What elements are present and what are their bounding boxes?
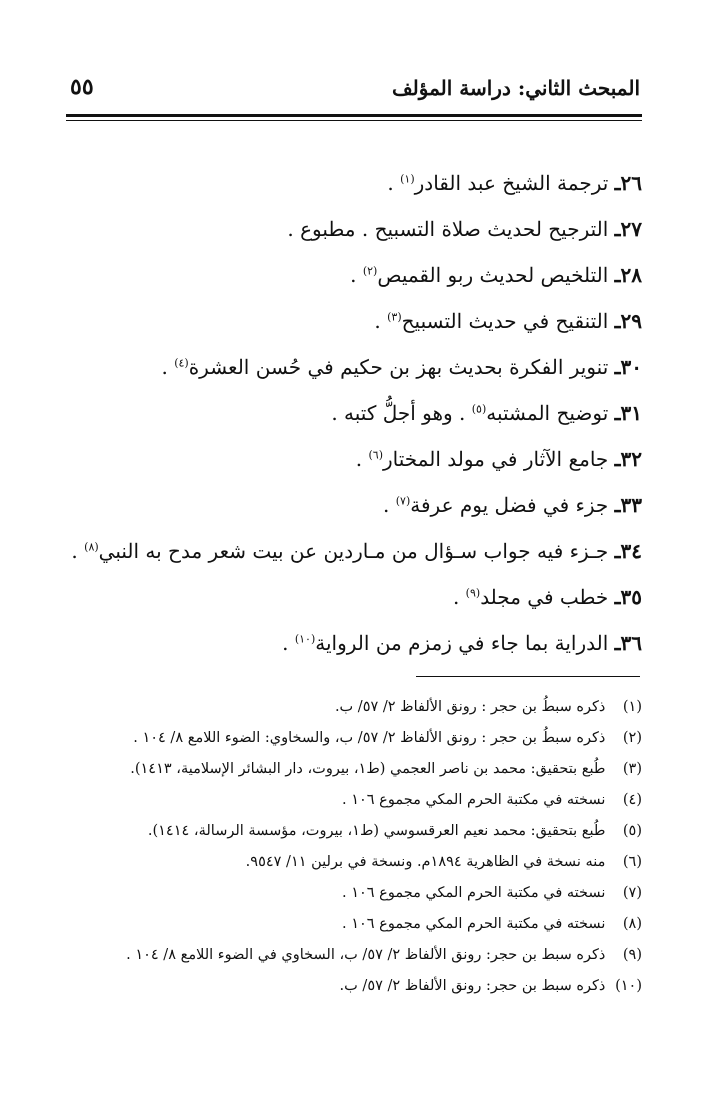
item-tail: . وهو أجلُّ كتبه . (331, 401, 466, 425)
item-text: الترجيح لحديث صلاة التسبيح . مطبوع . (287, 217, 609, 241)
header-rule-thick (66, 114, 642, 117)
list-item (68, 390, 642, 436)
footnote-text: ذكره سبطُ بن حجر : رونق الألفاظ ٢/ ٥٧/ ب، والسخاوي: الضوء اللامع ٨/ ١٠٤ . (133, 730, 606, 746)
item-tail: . (282, 631, 289, 655)
item-tail: . (71, 539, 78, 563)
footnote-number: (١) (622, 699, 642, 715)
item-number: ٣١ـ (614, 401, 642, 425)
item-number: ٣٤ـ (614, 539, 642, 563)
item-text: الدراية بما جاء في زمزم من الرواية (315, 631, 609, 655)
footnote-number: (٩) (622, 947, 642, 963)
item-number: ٣٢ـ (614, 447, 642, 471)
footnote-text: منه نسخة في الظاهرية ١٨٩٤م. ونسخة في برلين ١١/ ٩٥٤٧. (245, 854, 606, 870)
footnote-text: نسخته في مكتبة الحرم المكي مجموع ١٠٦ . (341, 916, 606, 932)
footnote (52, 692, 642, 723)
item-number: ٢٧ـ (614, 217, 642, 241)
list-item (68, 160, 642, 206)
footnote-number: (٥) (622, 823, 642, 839)
page-number: ٥٥ (70, 74, 94, 100)
item-text: خطب في مجلد (480, 585, 609, 609)
list-item (68, 528, 642, 574)
item-text: ترجمة الشيخ عبد القادر (414, 171, 609, 195)
footnote-number: (٢) (622, 730, 642, 746)
item-number: ٢٦ـ (614, 171, 642, 195)
footnote-ref: (٢) (362, 264, 378, 278)
footnote (52, 816, 642, 847)
footnote-number: (٧) (622, 885, 642, 901)
footnote-text: طُبع بتحقيق: محمد بن ناصر العجمي (ط١، بيروت، دار البشائر الإسلامية، ١٤١٣). (130, 761, 606, 777)
footnote (52, 754, 642, 785)
item-text: جزء في فضل يوم عرفة (410, 493, 609, 517)
footnote (52, 847, 642, 878)
item-text: جـزء فيه جواب سـؤال من مـاردين عن بيت شعر مدح به النبي (98, 539, 609, 563)
footnote (52, 785, 642, 816)
item-tail: . (161, 355, 168, 379)
footnote-ref: (٥) (471, 402, 487, 416)
list-item (68, 344, 642, 390)
item-number: ٢٩ـ (614, 309, 642, 333)
footnote-ref: (٤) (174, 356, 189, 370)
list-item (68, 574, 642, 620)
footnote-text: ذكره سبط بن حجر: رونق الألفاظ ٢/ ٥٧/ ب. (339, 978, 606, 994)
item-text: جامع الآثار في مولد المختار (382, 447, 609, 471)
footnote-ref: (٦) (368, 448, 383, 462)
header-rule-thin (66, 120, 642, 121)
footnote (52, 909, 642, 940)
item-text: توضيح المشتبه (486, 401, 609, 425)
footnote-separator (416, 676, 640, 677)
footnote-ref: (١٠) (294, 632, 316, 646)
footnotes (52, 692, 642, 1002)
footnote-number: (١٠) (615, 978, 642, 994)
footnote (52, 940, 642, 971)
item-tail: . (355, 447, 363, 471)
item-number: ٢٨ـ (614, 263, 642, 287)
list-item (68, 206, 642, 252)
footnote-ref: (٣) (387, 310, 402, 324)
footnote-number: (٣) (622, 761, 642, 777)
running-header (66, 72, 640, 112)
footnote-ref: (٩) (465, 586, 481, 600)
footnote-number: (٦) (622, 854, 642, 870)
footnote-text: نسخته في مكتبة الحرم المكي مجموع ١٠٦ . (341, 792, 606, 808)
footnote-ref: (١) (400, 172, 415, 186)
footnote (52, 723, 642, 754)
works-list (68, 160, 642, 666)
chapter-title: المبحث الثاني: دراسة المؤلف (391, 76, 640, 100)
list-item (68, 298, 642, 344)
footnote (52, 878, 642, 909)
list-item (68, 482, 642, 528)
item-text: التنقيح في حديث التسبيح (401, 309, 609, 333)
item-text: تنوير الفكرة بحديث بهز بن حكيم في حُسن العشرة (188, 355, 609, 379)
item-tail: . (383, 493, 390, 517)
item-number: ٣٦ـ (614, 631, 642, 655)
footnote (52, 971, 642, 1002)
item-number: ٣٣ـ (614, 493, 642, 517)
item-tail: . (374, 309, 381, 333)
item-number: ٣٠ـ (614, 355, 642, 379)
footnote-ref: (٨) (84, 540, 99, 554)
footnote-ref: (٧) (395, 494, 411, 508)
list-item (68, 252, 642, 298)
footnote-text: ذكره سبطُ بن حجر : رونق الألفاظ ٢/ ٥٧/ ب. (334, 699, 606, 715)
footnote-number: (٤) (622, 792, 642, 808)
footnote-text: ذكره سبط بن حجر: رونق الألفاظ ٢/ ٥٧/ ب، السخاوي في الضوء اللامع ٨/ ١٠٤ . (126, 947, 606, 963)
footnote-number: (٨) (622, 916, 642, 932)
item-tail: . (350, 263, 357, 287)
footnote-text: نسخته في مكتبة الحرم المكي مجموع ١٠٦ . (341, 885, 606, 901)
footnote-text: طُبع بتحقيق: محمد نعيم العرقسوسي (ط١، بيروت، مؤسسة الرسالة، ١٤١٤). (147, 823, 606, 839)
list-item (68, 620, 642, 666)
item-tail: . (387, 171, 394, 195)
item-tail: . (452, 585, 460, 609)
list-item (68, 436, 642, 482)
item-number: ٣٥ـ (614, 585, 642, 609)
item-text: التلخيص لحديث ربو القميص (377, 263, 609, 287)
